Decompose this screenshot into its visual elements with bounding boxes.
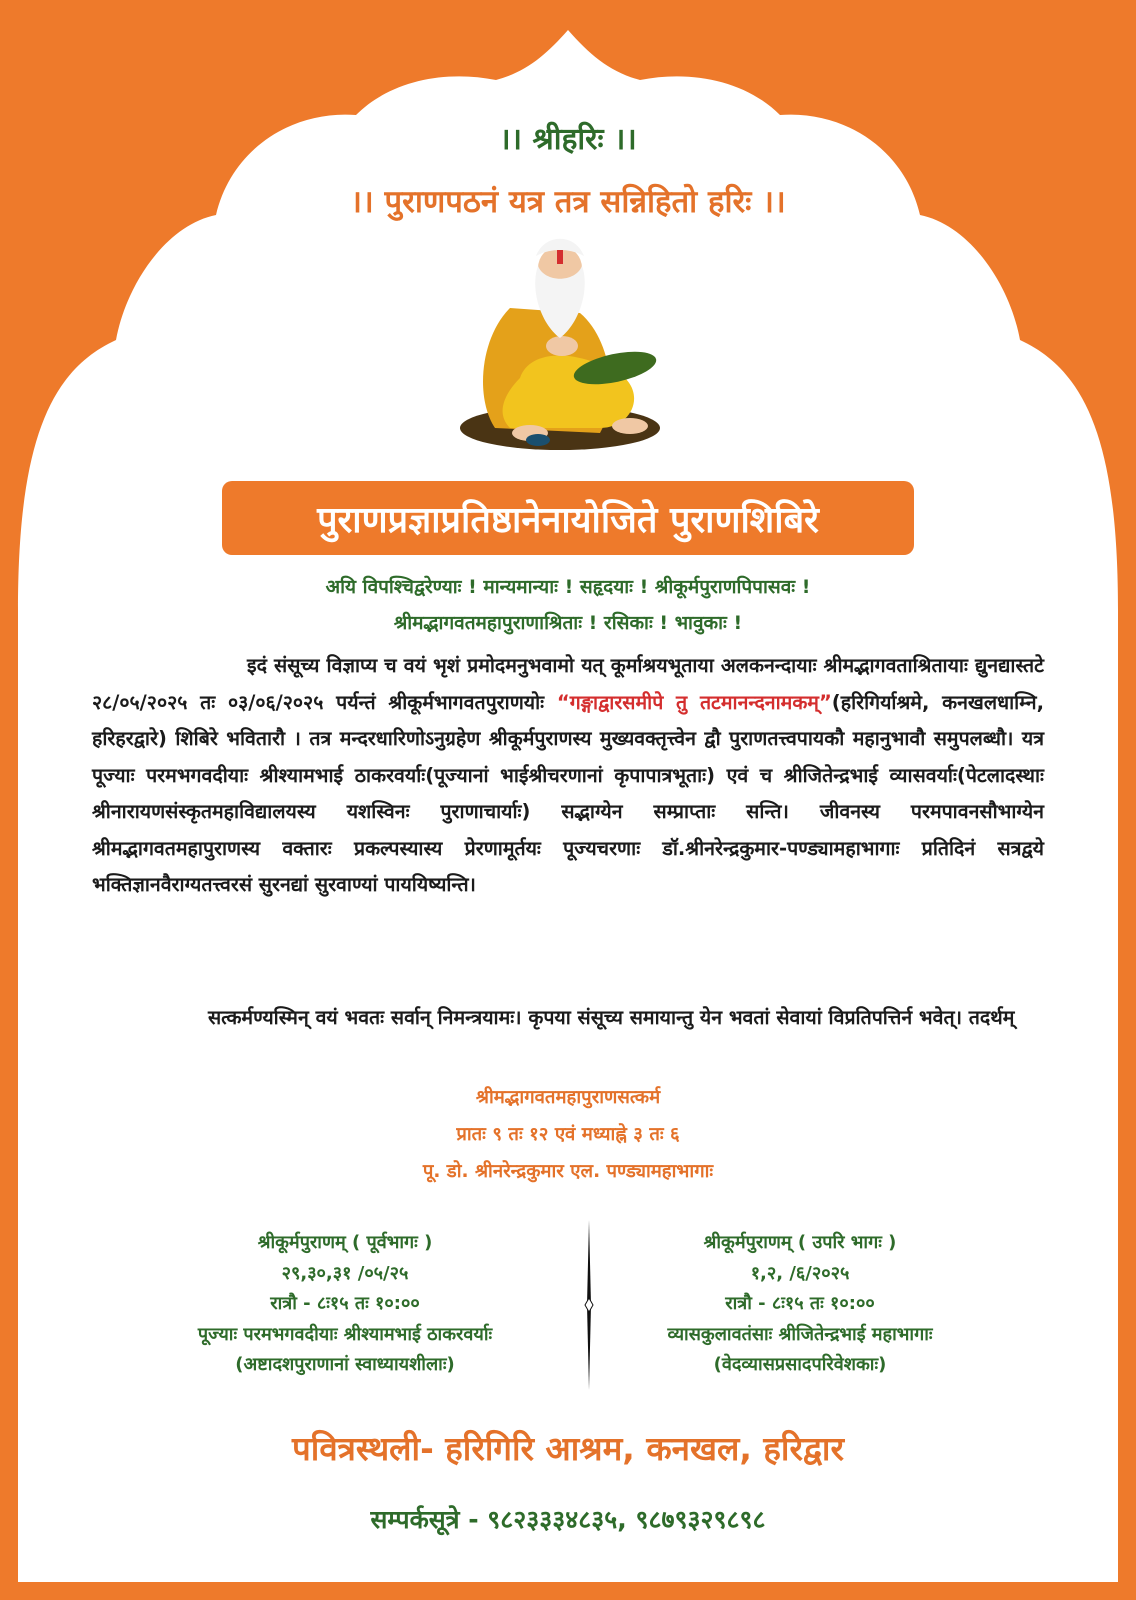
salutation-line-1: अयि विपश्चिद्वरेण्याः ! मान्यमान्याः ! सहृदयाः ! श्रीकूर्मपुराणपिपासवः !	[325, 576, 811, 598]
session-right	[600, 1228, 1000, 1381]
session-time: रात्रौ - ८ः१५ तः १०:००	[725, 1293, 875, 1314]
column-divider	[583, 1220, 595, 1390]
body-text-part-1: इदं संसूच्य विज्ञाप्य च वयं भृशं प्रमोदमनुभवामो यत् कूर्माश्रयभूताया अलकनन्दायाः श्रीमद्भागवताश्रितायाः द्युनद्यास्तटे २८/०५/२०२५ तः ०३/०६/२०२५ पर्यन्तं श्रीकूर्मभागवतपुराणयोः	[92, 654, 1044, 714]
session-title: श्रीकूर्मपुराणम् ( उपरि भागः )	[703, 1232, 897, 1253]
page-title: पुराणप्रज्ञाप्रतिष्ठानेनायोजिते पुराणशिबिरे	[317, 499, 819, 541]
contact-numbers: सम्पर्कसूत्रे - ९८२३३३४८३५, ९८७९३२९८९८	[370, 1505, 766, 1534]
invitation-paragraph	[103, 1000, 1044, 1036]
session-speaker: व्यासकुलावतंसाः श्रीजितेन्द्रभाई महाभागाः	[667, 1323, 933, 1345]
session-dates: २९,३०,३१ /०५/२५	[281, 1262, 409, 1284]
body-text-part-2: (हरिगिर्याश्रमे, कनखलधाम्नि, हरिहरद्वारे) शिबिरे भवितारौ । तत्र मन्दरधारिणोऽनुग्रहेण श्रीकूर्मपुराणस्य मुख्यवक्तृत्त्वेन द्वौ पुराणतत्त्वपायकौ महानुभावौ समुपलब्धौ। यत्र पूज्याः परमभगवदीयाः श्रीश्यामभाई ठाकरवर्याः(पूज्यानां भाईश्रीचरणानां कृपापात्रभूताः) एवं च श्रीजितेन्द्रभाई व्यासवर्याः(पेटलादस्थाः श्रीनारायणसंस्कृतमहाविद्यालयस्य यशस्विनः पुराणाचार्याः) सद्भाग्येन सम्प्राप्ताः सन्ति। जीवनस्य परमपावनसौभाग्येन श्रीमद्भागवतमहापुराणस्य वक्तारः प्रकल्पस्यास्य प्रेरणामूर्तयः पूज्यचरणाः डॉ.श्रीनरेन्द्रकुमार-पण्ड्यामहाभागाः प्रतिदिनं सत्रद्वये भक्तिज्ञानवैराग्यतत्त्वरसं सुरनद्यां सुरवाण्यां पाययिष्यन्ति।	[92, 690, 1044, 896]
venue: पवित्रस्थली- हरिगिरि आश्रम, कनखल, हरिद्वार	[292, 1429, 844, 1468]
invocation: ।। श्रीहरिः ।।	[499, 122, 637, 157]
motto: ।। पुराणपठनं यत्र तत्र सन्निहितो हरिः ।।	[350, 184, 786, 220]
session-dates: १,२, /६/२०२५	[750, 1262, 850, 1284]
body-paragraph	[92, 648, 1044, 904]
salutation-line-2: श्रीमद्भागवतमहापुराणाश्रिताः ! रसिकाः ! भावुकाः !	[393, 612, 743, 634]
sage-illustration	[450, 228, 675, 460]
session-left	[110, 1228, 580, 1381]
session-title: श्रीकूर्मपुराणम् ( पूर्वभागः )	[257, 1232, 433, 1253]
title-banner	[222, 481, 914, 555]
invitation-text: सत्कर्मण्यस्मिन् वयं भवतः सर्वान् निमन्त्रयामः। कृपया संसूच्य समायान्तु येन भवतां सेवायां विप्रतिपत्तिर्न भवेत्। तदर्थम्	[208, 1006, 1015, 1029]
venue-verse-highlight: “गङ्गाद्वारसमीपे तु तटमानन्दनामकम्”	[556, 690, 832, 714]
session-note: (अष्टादशपुराणानां स्वाध्यायशीलाः)	[235, 1354, 455, 1375]
session-speaker: पूज्याः परमभगवदीयाः श्रीश्यामभाई ठाकरवर्याः	[197, 1323, 493, 1345]
session-note: (वेदव्यासप्रसादपरिवेशकाः)	[713, 1354, 887, 1375]
event-timing: प्रातः ९ तः १२ एवं मध्याह्ने ३ तः ६	[456, 1124, 680, 1145]
event-name: श्रीमद्भागवतमहापुराणसत्कर्म	[475, 1087, 661, 1108]
event-speaker: पू. डो. श्रीनरेन्द्रकुमार एल. पण्ड्यामहाभागाः	[422, 1161, 714, 1182]
session-time: रात्रौ - ८ः१५ तः १०:००	[270, 1293, 420, 1314]
